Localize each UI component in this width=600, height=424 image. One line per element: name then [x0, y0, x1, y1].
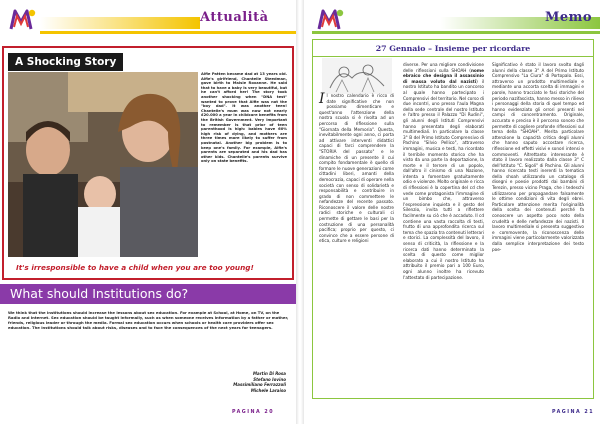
story-photo	[8, 72, 198, 257]
story-body: Alfie Patten became dad at 13 years old. Alfie's girlfriend, Chantelle Steedman, gave birth to Maisie Roxanne. He said that to have a baby is very beautiful, but he can't afford her! The story took another shocking when "DNA test" wanted to prove that Alfie was not the "boy dad". It was another teen! Chantelle's mum was now not nearly £20.000 a year in childcare benefits from the British Government. Very important to remember is that prior of teen parenthood is high: babies have 60% high risk of dying, and mothers are three times more likely to suffer from postnatal. Another big problem is to keep one's family. For example, Alfie's parents are separated and his dad has other kids. Chantelle's parents survive only on state benefits.	[201, 72, 287, 164]
left-page	[0, 0, 296, 424]
story-title: A Shocking Story	[8, 53, 123, 71]
article-illustration	[322, 58, 392, 94]
signature: Stefano Iovino	[253, 376, 286, 382]
institutions-title: What should Institutions do?	[10, 286, 189, 301]
drop-cap: I	[319, 91, 325, 107]
column-text: diverse. Per una migliore condivisione delle riflessioni sulla SHOAH (	[403, 62, 484, 73]
column-text: ) il nostro Istituto ha bandito un concorso al quale hanno partecipato i Comprensivi del territorio. Nel corso di due incontri, uno presso l'aula Magna della sede centrale del nostro Istituto e l'altro presso il Palazzo "Di Rudini", gli alunni degli Istituti Comprensivi hanno presentato degli elaborati multimediali. In particolare la classe 3° B del Primo Istituto Comprensivo di Pachino "Silvio Pellico", attraverso immagini, musica e testi, ha ricordato il terribile momento storico che ha visto da una parte la deportazione, la morte e il terrore di un popolo, dall'altro il cinismo di una Nazione, intenta a fomentare gratuitamente odio e violenze. Molto originale e ricca di riflessioni è la copertina del cd che vede come protagonista l'immagine di un bimbo che, attraverso l'espressione inquieta e il gesto del Silenzio, invita tutti a riflettere facilmente su ciò che è accaduto. Il cd contiene una vasta raccolta di testi, frutto di una approfondita ricerca sul tema che spazia tra contenuti letterari e storici. La complessità del lavoro, il senso di criticità, la riflessione e la ricerca dati hanno determinato la scelta di questo come miglior elaborato a cui il nostro Istituto ha attribuito il premio pari a 100 Euro, ogni alunno inoltre ha ricevuto l'attestato di partecipazione.	[403, 78, 484, 280]
signatures	[233, 371, 286, 393]
header-rule	[40, 31, 296, 34]
magazine-logo-icon	[316, 7, 346, 33]
page-number: PAGINA 20	[232, 410, 275, 415]
section-title: Attualità	[200, 10, 269, 25]
signature: Michele Laraiso	[250, 387, 286, 393]
article-column-3	[492, 62, 584, 252]
header-bar	[40, 17, 200, 29]
page-gutter	[296, 0, 304, 424]
article-title: 27 Gennaio – Insieme per ricordare	[375, 44, 531, 53]
title-rule	[312, 56, 594, 57]
magazine-logo-icon	[8, 7, 38, 33]
section-title: Memo	[545, 10, 593, 25]
story-slogan: It's irresponsible to have a child when you are too young!	[16, 263, 254, 272]
right-page	[304, 0, 600, 424]
page-number: PAGINA 21	[552, 410, 595, 415]
article-column-1	[319, 93, 394, 244]
header-rule	[312, 31, 600, 34]
signature: Martin Di Rosa	[253, 371, 286, 376]
column-highlight: nome ebraico che designa il assassinio di massa voluto dal nazisti	[403, 67, 484, 84]
institutions-body: We think that the institutions should increase the lessons about sex education. For example at School, at Home, on TV, on the Radio and Internet. Sex education should be taught informally, such as when someone receives information by a father or mother, friends, religious leader or through the media. Formal sex education occurs when schools or health care providers offer sex education. The institutions should talk about risks, diseases and to face the consequences of the next years for teenagers.	[8, 310, 289, 330]
signature: Massimiliano Ferrazzoli	[233, 382, 286, 388]
article-column-2	[403, 62, 484, 280]
column-text: l nostro calendario è ricco di date significative che non possiamo dimenticare e quest'anno l'attenzione della nostra scuola si è rivolta ad un percorso di riflessione sulla "Giornata della Memoria". Questa, inevitabilmente ogni anno, ci porta ad attivare interventi didattici capaci di farci comprendere la "STORIA del passato" e le dinamiche di un presente il cui compito fondamentale è quello di formare le nuove generazioni come cittadini liberi, amanti della democrazia, capaci di operare nella società con senso di solidarietà e responsabilità e contribuire in grado di non commettere le nefandezze del recente passato. Riconoscere il valore delle nostre radici storiche e culturali ci permette di gettare le basi per la costruzione di una personalità pacifica; proprio per questo, ci convince che a essere persone di etica, culture e religioni	[319, 93, 394, 244]
column-text: Significativo è stato il lavoro svolto dagli alunni della classe 3° A del Primo Istituto Comprensivo "La Ciura" di Portopalo. Essi, attraverso un prodotto multimediale e mediante una accorta scelta di immagini e parole, hanno tracciato le fasi storiche del periodo nazifascista, hanno messo in rilievo i personaggi della storia di quel tempo ed hanno evidenziato gli orrori presenti nei campi di concentramento. Originale, accurato e preciso è il percorso sonoro che permette di cogliere profonde riflessioni sul tema della "SHOAH". Merita particolare attenzione la capacità critica degli alunni che hanno saputo accostare ricerca, riflessione ed effetti visivi e sonori intensi e commoventi. Altrettanto interessante è stato il lavoro realizzato dalla classe 3° C dell'Istituto "C. Sigoli" di Pachino. Gli alunni hanno ricercato testi inerenti la tematica della shoah utilizzando un catalogo di disegni e poesie prodotti dai bambini di Terezin, presso vicino Praga, che i tedeschi utilizzarono per propagandare falsamente le ottime condizioni di vita degli ebrei. Particolare attenzione merita l'originalità della scelta dei contenuti perché fa conoscere un aspetto poco noto della crudeltà e delle nefandezze dei nazisti. Il lavoro multimediale si presenta suggestivo e commovente, la riconoscenza delle immagini viene particolarmente valorizzata dalla semplice interpretazione dei testo poe-	[492, 62, 584, 252]
